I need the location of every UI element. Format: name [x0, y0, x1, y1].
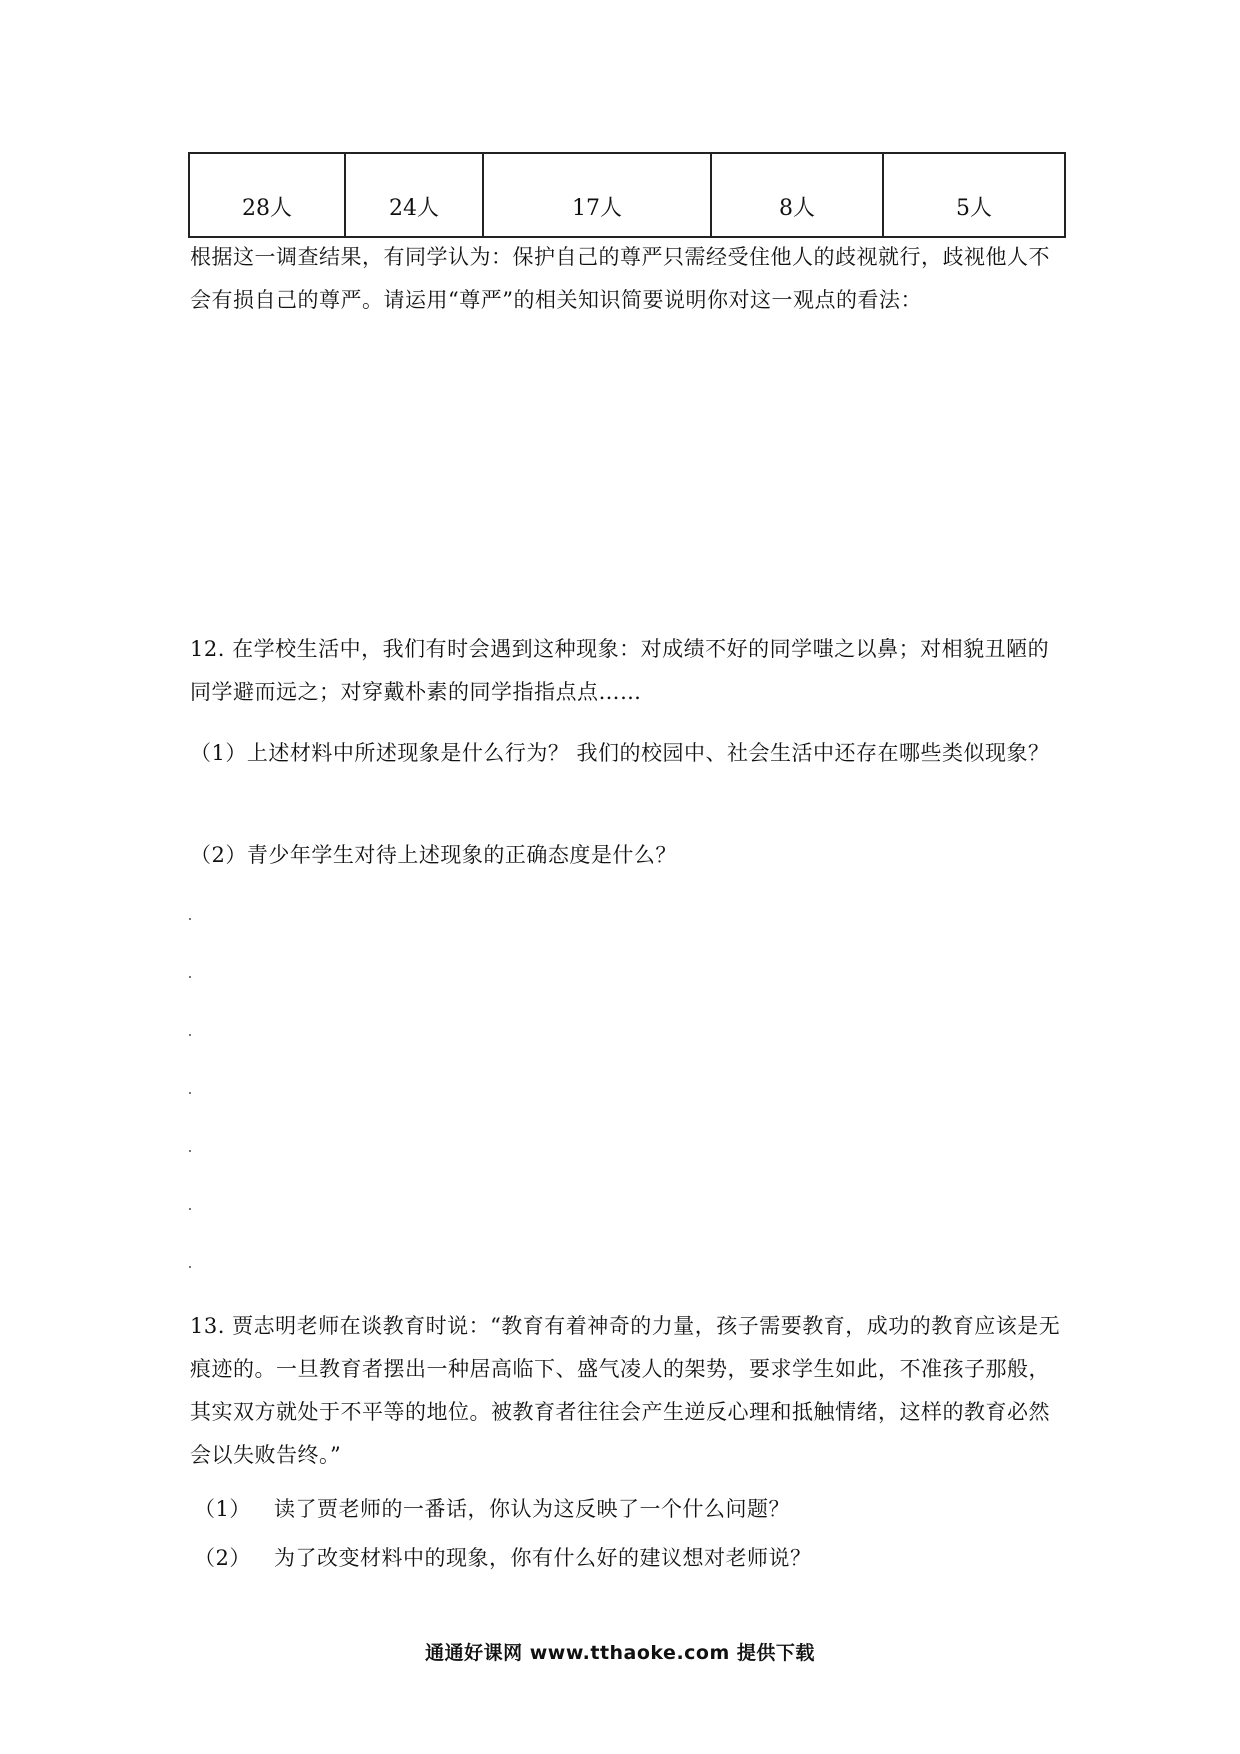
- table-cell: 28人: [189, 153, 345, 237]
- sub-number: （2）: [194, 1546, 251, 1570]
- question-13-stem: 13. 贾志明老师在谈教育时说：“教育有着神奇的力量，孩子需要教育，成功的教育应该是无痕迹的。一旦教育者摆出一种居高临下、盛气凌人的架势，要求学生如此，不准孩子那般，其实双方就处于不平等的地位。被教育者往往会产生逆反心理和抵触情绪，这样的教育必然会以失败告终。”: [190, 1314, 1061, 1467]
- question-12-stem: 12. 在学校生活中，我们有时会遇到这种现象：对成绩不好的同学嗤之以鼻；对相貌丑陋的同学避而远之；对穿戴朴素的同学指指点点……: [190, 637, 1050, 704]
- blank-line-marker: [189, 918, 191, 920]
- question-13-sub1: [194, 1494, 790, 1524]
- sub-number: （1）: [194, 1497, 251, 1521]
- table-cell: 17人: [483, 153, 711, 237]
- blank-line-marker: [189, 1034, 191, 1036]
- blank-line-marker: [189, 1266, 191, 1268]
- table-cell: 8人: [711, 153, 883, 237]
- question-12-sub2: （2）青少年学生对待上述现象的正确态度是什么？: [190, 843, 677, 867]
- blank-line-marker: [189, 1150, 191, 1152]
- blank-line-marker: [189, 1208, 191, 1210]
- blank-line-marker: [189, 976, 191, 978]
- sub-text: 读了贾老师的一番话，你认为这反映了一个什么问题？: [274, 1497, 790, 1521]
- footer-source: 通通好课网 www.tthaoke.com 提供下载: [425, 1642, 815, 1664]
- survey-result-table: [188, 152, 1066, 238]
- sub-text: 为了改变材料中的现象，你有什么好的建议想对老师说？: [274, 1546, 812, 1570]
- table-row: [189, 153, 1065, 237]
- blank-line-marker: [189, 1092, 191, 1094]
- question-13-sub2: [194, 1543, 812, 1573]
- question-11-text: 根据这一调查结果，有同学认为：保护自己的尊严只需经受住他人的歧视就行，歧视他人不会有损自己的尊严。请运用“尊严”的相关知识简要说明你对这一观点的看法：: [190, 245, 1050, 312]
- table-cell: 5人: [883, 153, 1065, 237]
- table-cell: 24人: [345, 153, 483, 237]
- question-12-sub1: （1）上述材料中所述现象是什么行为？ 我们的校园中、社会生活中还存在哪些类似现象？: [190, 741, 1050, 765]
